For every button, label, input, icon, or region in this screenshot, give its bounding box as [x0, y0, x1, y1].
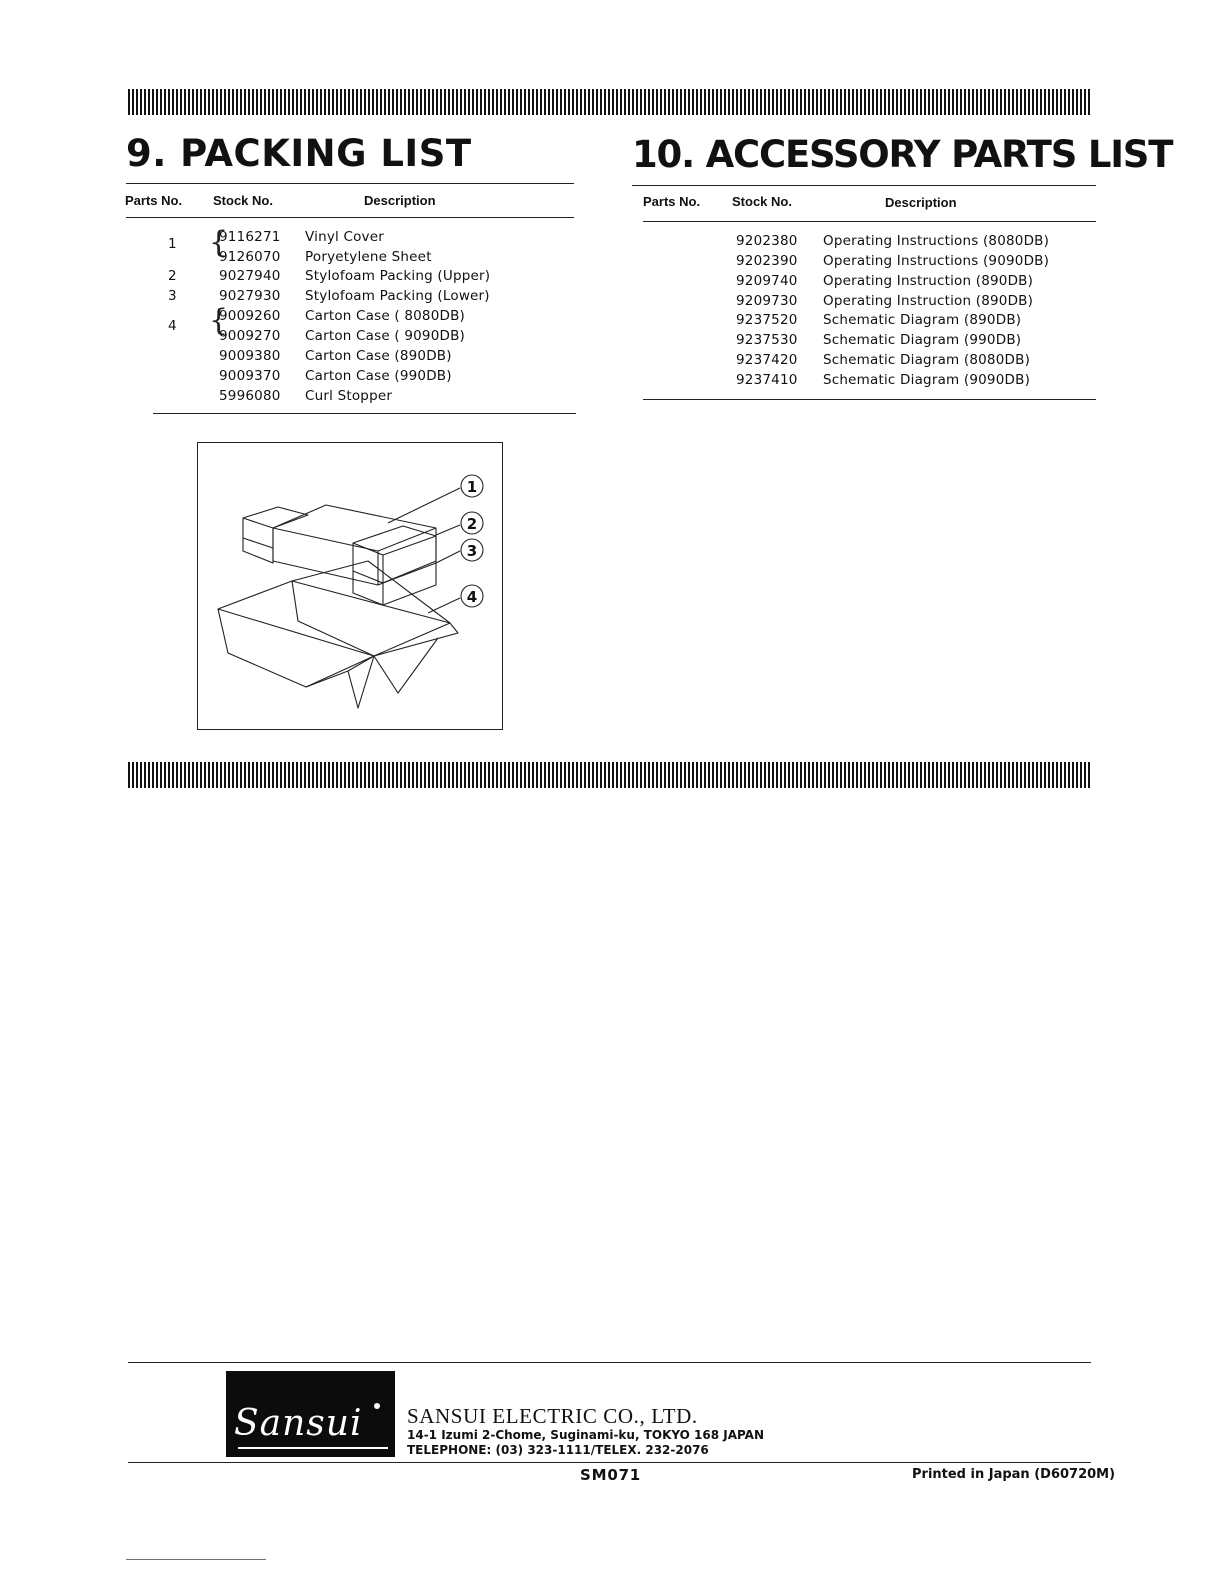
packing-header-rule: [126, 217, 574, 218]
accessory-stock-no: 9202380: [736, 233, 798, 249]
packing-description: Vinyl Cover: [305, 229, 385, 245]
document-code: SM071: [580, 1466, 642, 1484]
packing-stock-no: 9009260: [219, 308, 281, 324]
company-name: SANSUI ELECTRIC CO., LTD.: [407, 1404, 698, 1428]
accessory-stock-no: 9209740: [736, 273, 798, 289]
accessory-table-bottom-rule: [643, 399, 1096, 400]
packing-stock-no: 9009380: [219, 348, 281, 364]
bottom-link-underline: [126, 1559, 266, 1560]
left-foam-mid: [243, 538, 273, 548]
logo-underline: [238, 1447, 388, 1449]
packing-header-parts-no: Parts No.: [125, 193, 183, 208]
accessory-description: Operating Instruction (890DB): [823, 293, 1034, 309]
leader-line-2: [436, 525, 460, 535]
accessory-stock-no: 9237530: [736, 332, 798, 348]
accessory-stock-no: 9237410: [736, 372, 798, 388]
accessory-title-rule: [632, 185, 1096, 186]
packing-description: Stylofoam Packing (Upper): [305, 268, 491, 284]
packing-header-description: Description: [364, 193, 436, 208]
accessory-stock-no: 9237420: [736, 352, 798, 368]
packing-stock-no: 9027940: [219, 268, 281, 284]
accessory-description: Operating Instructions (8080DB): [823, 233, 1050, 249]
accessory-stock-no: 9209730: [736, 293, 798, 309]
brace-group-1: {: [209, 225, 229, 260]
leader-line-3: [436, 551, 460, 563]
accessory-description: Schematic Diagram (890DB): [823, 312, 1022, 328]
packing-illustration: [197, 442, 503, 730]
packing-table-bottom-rule: [153, 413, 576, 414]
accessory-header-description: Description: [885, 195, 957, 210]
packing-stock-no: 9009270: [219, 328, 281, 344]
packing-part-no: 2: [168, 268, 177, 284]
packing-header-stock-no: Stock No.: [213, 193, 273, 208]
top-barcode-stripe: [128, 89, 1090, 115]
leader-line-1: [388, 488, 460, 523]
accessory-description: Schematic Diagram (990DB): [823, 332, 1022, 348]
callout-label-3: 3: [466, 542, 478, 560]
logo-dot: [374, 1403, 380, 1409]
accessory-description: Schematic Diagram (8080DB): [823, 352, 1031, 368]
company-telephone: TELEPHONE: (03) 323-1111/TELEX. 232-2076: [407, 1443, 709, 1457]
logo-wordmark: Sansui: [234, 1403, 363, 1444]
accessory-stock-no: 9237520: [736, 312, 798, 328]
company-address: 14-1 Izumi 2-Chome, Suginami-ku, TOKYO 168 JAPAN: [407, 1428, 765, 1442]
carton-fold-line: [306, 638, 438, 693]
footer-bottom-rule: [128, 1462, 1091, 1463]
packing-title-rule: [126, 183, 574, 184]
footer-top-rule: [128, 1362, 1091, 1363]
right-foam-top: [353, 526, 436, 555]
packing-stock-no: 9116271: [219, 229, 281, 245]
accessory-description: Schematic Diagram (9090DB): [823, 372, 1031, 388]
accessory-stock-no: 9202390: [736, 253, 798, 269]
bottom-barcode-stripe: [128, 762, 1090, 788]
brace-group-4: {: [209, 303, 229, 338]
packing-description: Carton Case (890DB): [305, 348, 452, 364]
sansui-logo: [226, 1371, 395, 1457]
packing-stock-no: 9126070: [219, 249, 281, 265]
carton-flap-left: [218, 609, 374, 687]
packing-part-no: 1: [168, 236, 177, 252]
accessory-header-rule: [643, 221, 1096, 222]
packing-list-title: 9. PACKING LIST: [126, 132, 472, 175]
packing-description: Carton Case ( 9090DB): [305, 328, 466, 344]
packing-description: Stylofoam Packing (Lower): [305, 288, 490, 304]
packing-part-no: 4: [168, 318, 177, 334]
packing-stock-no: 5996080: [219, 388, 281, 404]
accessory-header-parts-no: Parts No.: [643, 194, 701, 209]
packing-part-no: 3: [168, 288, 177, 304]
packing-description: Curl Stopper: [305, 388, 393, 404]
accessory-description: Operating Instructions (9090DB): [823, 253, 1050, 269]
accessory-list-title: 10. ACCESSORY PARTS LIST: [632, 133, 1173, 176]
callout-label-1: 1: [466, 478, 478, 496]
packing-diagram-svg: [198, 443, 501, 728]
packing-description: Poryetylene Sheet: [305, 249, 432, 265]
accessory-description: Operating Instruction (890DB): [823, 273, 1034, 289]
callout-label-4: 4: [466, 588, 478, 606]
unit-front-face: [273, 528, 378, 585]
left-foam-front: [243, 518, 273, 563]
callout-label-2: 2: [466, 515, 478, 533]
accessory-header-stock-no: Stock No.: [732, 194, 792, 209]
packing-description: Carton Case ( 8080DB): [305, 308, 466, 324]
packing-description: Carton Case (990DB): [305, 368, 452, 384]
printed-in-note: Printed in Japan (D60720M): [912, 1467, 1116, 1482]
packing-stock-no: 9009370: [219, 368, 281, 384]
leader-line-4: [428, 598, 460, 613]
packing-stock-no: 9027930: [219, 288, 281, 304]
unit-side-face: [378, 528, 436, 585]
